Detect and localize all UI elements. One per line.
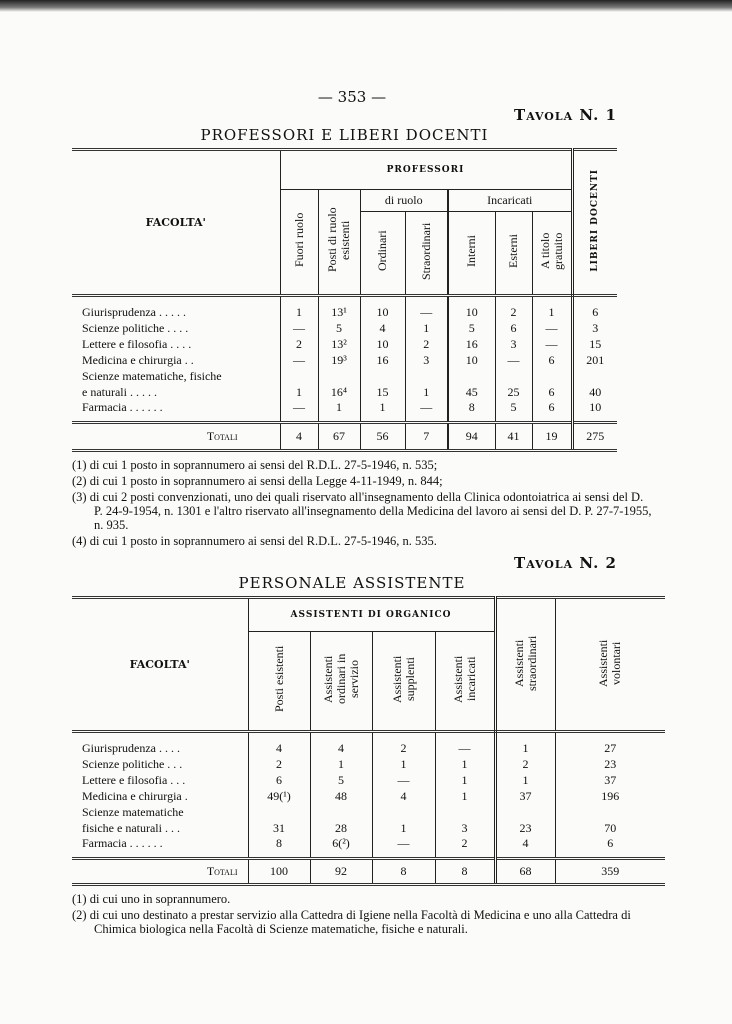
interni-header: Interni: [464, 235, 479, 267]
table-cell: 23: [495, 820, 555, 836]
table-cell: 16: [360, 352, 405, 368]
table-cell: [532, 368, 572, 384]
faculty-name: Scienze matematiche: [82, 804, 184, 819]
faculty-name: Lettere e filosofia . . . .: [82, 336, 192, 351]
table-cell: 1: [435, 772, 495, 788]
table-cell: 2: [248, 756, 310, 772]
table-cell: 49(¹): [248, 788, 310, 804]
table-cell: —: [405, 400, 448, 423]
table-cell: —: [405, 296, 448, 321]
table-cell: 13¹: [318, 296, 360, 321]
total-cell: 275: [572, 423, 617, 451]
incaricati-header: Incaricati: [448, 190, 572, 212]
table-cell: [405, 368, 448, 384]
table-cell: 2: [495, 756, 555, 772]
table-cell: 1: [405, 320, 448, 336]
table-cell: 10: [448, 352, 495, 368]
table-row: [72, 336, 617, 352]
table-cell: 15: [360, 384, 405, 400]
table-row: [72, 772, 665, 788]
total-cell: 7: [405, 423, 448, 451]
table-cell: 31: [248, 820, 310, 836]
table-cell: 10: [360, 296, 405, 321]
faculty-name: Giurisprudenza . . . .: [82, 741, 180, 755]
table-row: [72, 320, 617, 336]
table-row: [72, 836, 665, 859]
esterni-header: Esterni: [506, 234, 520, 268]
table-cell: 8: [248, 836, 310, 859]
table-cell: 1: [318, 400, 360, 423]
table-cell: [448, 368, 495, 384]
supplenti-header: Assistenti supplenti: [389, 655, 417, 703]
table-cell: —: [532, 320, 572, 336]
table-cell: 6: [495, 320, 532, 336]
table-cell: 10: [360, 336, 405, 352]
facolta-header: FACOLTA': [72, 150, 280, 296]
faculty-name: Scienze matematiche, fisiche: [82, 368, 222, 383]
table-cell: 6(²): [310, 836, 372, 859]
table-cell: 3: [572, 320, 617, 336]
table-cell: 16⁴: [318, 384, 360, 400]
table-cell: [572, 368, 617, 384]
faculty-name: e naturali . . . . .: [82, 384, 157, 399]
total-cell: 100: [248, 859, 310, 885]
total-cell: 68: [495, 859, 555, 885]
total-cell: 41: [495, 423, 532, 451]
table-cell: 5: [310, 772, 372, 788]
table-cell: —: [435, 732, 495, 757]
facolta-header: FACOLTA': [72, 598, 248, 732]
footnote: (2) di cui 1 posto in soprannumero ai sensi della Legge 4-11-1949, n. 844;: [72, 474, 443, 488]
faculty-name: Farmacia . . . . . .: [82, 836, 163, 850]
table-cell: 1: [372, 756, 435, 772]
table-cell: 2: [280, 336, 318, 352]
table-cell: [318, 368, 360, 384]
table1: [72, 148, 617, 452]
table-cell: —: [372, 772, 435, 788]
table-cell: [555, 804, 665, 820]
page-number: — 353 —: [317, 88, 387, 106]
table-cell: [495, 368, 532, 384]
table-cell: 1: [435, 788, 495, 804]
table-row: [72, 756, 665, 772]
table-cell: 2: [372, 732, 435, 757]
table-cell: 6: [532, 352, 572, 368]
ordinari-header: Ordinari: [375, 230, 389, 272]
table-cell: 3: [405, 352, 448, 368]
table-cell: 1: [360, 400, 405, 423]
table-cell: 4: [310, 732, 372, 757]
table-cell: [360, 368, 405, 384]
table-cell: 6: [248, 772, 310, 788]
table-row: [72, 732, 665, 757]
table-row: [72, 788, 665, 804]
table-cell: 201: [572, 352, 617, 368]
table-cell: —: [495, 352, 532, 368]
table-cell: 4: [372, 788, 435, 804]
totals-label: Totali: [72, 859, 248, 885]
table-cell: 16: [448, 336, 495, 352]
table-cell: [280, 368, 318, 384]
table-cell: 6: [532, 400, 572, 423]
table-cell: 27: [555, 732, 665, 757]
table-cell: 3: [495, 336, 532, 352]
table-cell: 6: [555, 836, 665, 859]
faculty-name: Farmacia . . . . . .: [82, 400, 163, 414]
table-cell: 1: [495, 732, 555, 757]
table-row: [72, 296, 617, 321]
table-cell: 48: [310, 788, 372, 804]
table-cell: —: [532, 336, 572, 352]
table-cell: 1: [372, 820, 435, 836]
table-row: [72, 804, 665, 820]
organico-header: ASSISTENTI DI ORGANICO: [248, 598, 495, 632]
faculty-name: Scienze politiche . . .: [82, 756, 183, 771]
table-cell: 196: [555, 788, 665, 804]
table-cell: 45: [448, 384, 495, 400]
total-cell: 92: [310, 859, 372, 885]
liberi-docenti-header: LIBERI DOCENTI: [589, 169, 600, 272]
footnote: (3) di cui 2 posti convenzionati, uno dei quali riservato all'insegnamento della Clinica odontoiatrica ai sensi del D. P. 24-9-1954, n. 1301 e l'altro riservato all'insegnamento della Medicina del lavoro ai sensi del D. P. 27-7-1955, n. 935.: [72, 490, 652, 532]
footnote: (1) di cui 1 posto in soprannumero ai sensi del R.D.L. 27-5-1946, n. 535;: [72, 458, 438, 472]
table-cell: —: [280, 400, 318, 423]
table-cell: —: [280, 320, 318, 336]
table-cell: 37: [495, 788, 555, 804]
faculty-name: Lettere e filosofia . . .: [82, 772, 186, 787]
table-cell: 1: [280, 296, 318, 321]
faculty-name: fisiche e naturali . . .: [82, 820, 180, 835]
table-cell: 5: [448, 320, 495, 336]
straordinari-header: Straordinari: [418, 222, 433, 280]
table-cell: 4: [248, 732, 310, 757]
table1-label: Tavola N. 1: [514, 106, 617, 124]
table-cell: 10: [572, 400, 617, 423]
faculty-name: Scienze politiche . . . .: [82, 320, 189, 335]
table-cell: [372, 804, 435, 820]
table-cell: 3: [435, 820, 495, 836]
table-row: [72, 384, 617, 400]
total-cell: 67: [318, 423, 360, 451]
table-cell: 1: [495, 772, 555, 788]
table-cell: 2: [435, 836, 495, 859]
table-cell: 37: [555, 772, 665, 788]
table-row: [72, 352, 617, 368]
table-cell: 1: [405, 384, 448, 400]
total-cell: 359: [555, 859, 665, 885]
total-cell: 8: [372, 859, 435, 885]
total-cell: 56: [360, 423, 405, 451]
table-cell: 6: [532, 384, 572, 400]
table-cell: 1: [435, 756, 495, 772]
table-cell: 4: [360, 320, 405, 336]
table-cell: [248, 804, 310, 820]
table-cell: 2: [405, 336, 448, 352]
table-cell: 5: [318, 320, 360, 336]
footnote: (1) di cui uno in soprannumero.: [72, 892, 231, 906]
table-cell: 2: [495, 296, 532, 321]
incaricati-header: Assistenti incaricati: [450, 655, 478, 703]
totals-label: Totali: [72, 423, 280, 451]
table-cell: 5: [495, 400, 532, 423]
volontari-header: Assistenti volontari: [596, 638, 624, 687]
table-cell: 1: [280, 384, 318, 400]
footnote: (4) di cui 1 posto in soprannumero ai sensi del R.D.L. 27-5-1946, n. 535.: [72, 534, 437, 548]
table-row: [72, 820, 665, 836]
total-cell: 4: [280, 423, 318, 451]
table-cell: 13²: [318, 336, 360, 352]
posti-esistenti-header: Posti esistenti: [271, 645, 286, 713]
di-ruolo-header: di ruolo: [360, 190, 448, 212]
total-cell: 8: [435, 859, 495, 885]
table2-label: Tavola N. 2: [514, 554, 617, 572]
table-cell: 15: [572, 336, 617, 352]
table-cell: 1: [310, 756, 372, 772]
table-cell: 8: [448, 400, 495, 423]
table-cell: 25: [495, 384, 532, 400]
titolo-gratuito-header: A titolo gratuito: [537, 232, 565, 270]
professori-header: PROFESSORI: [280, 150, 572, 190]
posti-ruolo-header: Posti di ruolo esistenti: [325, 207, 352, 273]
table2-title: PERSONALE ASSISTENTE: [238, 574, 466, 592]
table-cell: —: [280, 352, 318, 368]
faculty-name: Giurisprudenza . . . . .: [82, 305, 186, 319]
ordinari-servizio-header: Assistenti ordinari in servizio: [320, 653, 361, 705]
table-cell: 1: [532, 296, 572, 321]
total-cell: 94: [448, 423, 495, 451]
total-cell: 19: [532, 423, 572, 451]
table-cell: 10: [448, 296, 495, 321]
straordinari-header: Assistenti straordinari: [511, 634, 539, 691]
table-cell: [435, 804, 495, 820]
table-cell: 28: [310, 820, 372, 836]
table1-footnotes: [72, 458, 652, 548]
table2-footnotes: [72, 892, 662, 936]
table-cell: 40: [572, 384, 617, 400]
table-cell: 70: [555, 820, 665, 836]
table-row: [72, 400, 617, 423]
fuori-ruolo-header: Fuori ruolo: [291, 212, 306, 268]
faculty-name: Medicina e chirurgia .: [82, 788, 188, 803]
footnote: (2) di cui uno destinato a prestar servizio alla Cattedra di Igiene nella Facoltà di Medicina e uno alla Cattedra di Chimica biologica nella Facoltà di Scienze matematiche, fisiche e naturali.: [72, 908, 631, 936]
table-cell: —: [372, 836, 435, 859]
table2: [72, 596, 665, 886]
table1-title: PROFESSORI E LIBERI DOCENTI: [200, 126, 489, 144]
table-cell: 4: [495, 836, 555, 859]
faculty-name: Medicina e chirurgia . .: [82, 352, 194, 367]
table-cell: 19³: [318, 352, 360, 368]
table-cell: [495, 804, 555, 820]
table-row: [72, 368, 617, 384]
table-cell: 23: [555, 756, 665, 772]
table-cell: [310, 804, 372, 820]
table-cell: 6: [572, 296, 617, 321]
